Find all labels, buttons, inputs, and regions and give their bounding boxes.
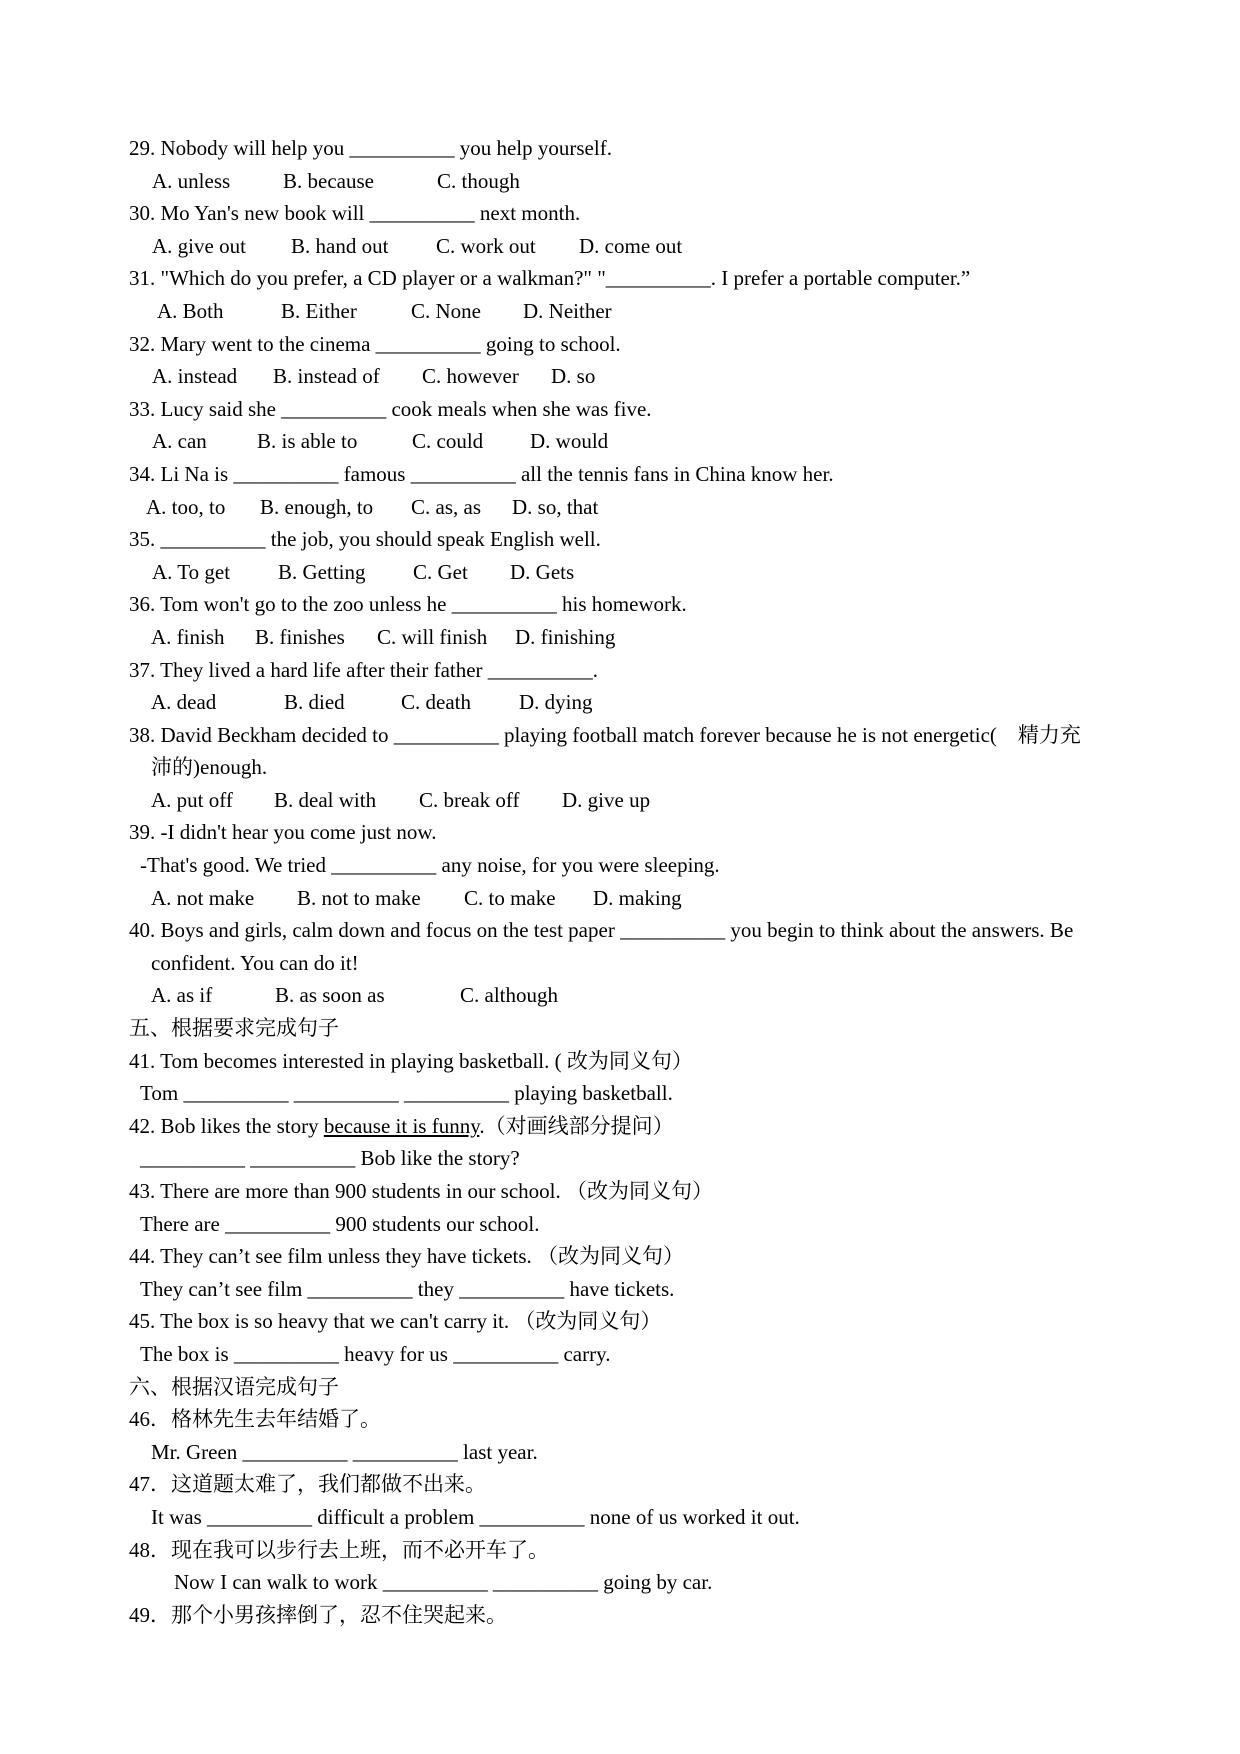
option-b: B. as soon as — [275, 983, 385, 1008]
option-b: B. hand out — [291, 233, 389, 258]
question-34: 34. Li Na is __________ famous __________ all the tennis fans in China know her. — [129, 461, 834, 486]
question-30: 30. Mo Yan's new book will __________ next month. — [129, 201, 581, 226]
question-40-options — [0, 979, 1240, 1012]
question-43: 43. There are more than 900 students in our school. （改为同义句） — [129, 1179, 714, 1203]
option-a: A. can — [152, 429, 207, 454]
option-c: C. Get — [413, 559, 468, 584]
option-d: D. would — [530, 429, 609, 454]
question-33: 33. Lucy said she __________ cook meals when she was five. — [129, 396, 652, 421]
question-42-answer: __________ __________ Bob like the story? — [140, 1146, 520, 1171]
question-36: 36. Tom won't go to the zoo unless he __________ his homework. — [129, 592, 687, 617]
option-a: A. too, to — [146, 494, 226, 519]
option-b: B. deal with — [274, 787, 377, 812]
option-a: A. as if — [151, 983, 213, 1008]
option-b: B. not to make — [297, 885, 421, 910]
option-d: D. making — [593, 885, 682, 910]
option-c: C. could — [412, 429, 484, 454]
question-35: 35. __________ the job, you should speak English well. — [129, 527, 601, 552]
question-31-options — [0, 295, 1240, 328]
option-c: C. None — [411, 298, 481, 323]
option-b: B. Either — [281, 298, 357, 323]
question-49: 49．那个小男孩摔倒了，忍不住哭起来。 — [129, 1602, 507, 1627]
option-c: C. as, as — [411, 494, 481, 519]
option-c: C. will finish — [377, 624, 488, 649]
option-a: A. finish — [151, 624, 225, 649]
question-38-options — [0, 784, 1240, 817]
question-47-answer: It was __________ difficult a problem __________ none of us worked it out. — [151, 1504, 800, 1529]
option-b: B. instead of — [273, 364, 380, 389]
question-37-options — [0, 686, 1240, 719]
option-a: A. give out — [152, 233, 246, 258]
option-c: C. however — [422, 364, 519, 389]
option-b: B. Getting — [278, 559, 366, 584]
section-5-heading: 五、根据要求完成句子 — [129, 1016, 339, 1041]
question-30-options — [0, 230, 1240, 263]
question-48: 48．现在我可以步行去上班，而不必开车了。 — [129, 1537, 549, 1562]
option-b: B. finishes — [255, 624, 345, 649]
question-39: 39. -I didn't hear you come just now. — [129, 820, 437, 845]
option-d: D. come out — [579, 233, 683, 258]
option-b: B. enough, to — [260, 494, 374, 519]
question-44: 44. They can’t see film unless they have tickets. （改为同义句） — [129, 1244, 685, 1269]
question-35-options — [0, 556, 1240, 589]
question-45-answer: The box is __________ heavy for us __________ carry. — [140, 1341, 611, 1366]
question-41-answer: Tom __________ __________ __________ playing basketball. — [140, 1081, 673, 1106]
question-41: 41. Tom becomes interested in playing basketball. ( 改为同义句） — [129, 1048, 693, 1073]
option-d: D. dying — [519, 690, 593, 715]
option-a: A. Both — [157, 298, 224, 323]
option-a: A. instead — [152, 364, 238, 389]
question-42-suffix: .（对画线部分提问） — [479, 1113, 674, 1138]
question-40-continuation: confident. You can do it! — [151, 950, 359, 975]
question-48-answer: Now I can walk to work __________ __________ going by car. — [174, 1570, 713, 1595]
question-29: 29. Nobody will help you __________ you help yourself. — [129, 136, 612, 160]
question-34-options — [0, 491, 1240, 524]
option-c: C. work out — [436, 233, 536, 258]
question-42-prefix: 42. Bob likes the story — [129, 1113, 324, 1138]
option-c: C. break off — [419, 787, 520, 812]
question-36-options — [0, 621, 1240, 654]
option-d: D. Neither — [523, 298, 612, 323]
question-43-answer: There are __________ 900 students our school. — [140, 1211, 540, 1236]
section-6-heading: 六、根据汉语完成句子 — [129, 1374, 339, 1399]
question-46-answer: Mr. Green __________ __________ last year. — [151, 1439, 538, 1464]
option-d: D. so, that — [512, 494, 599, 519]
question-33-options — [0, 425, 1240, 458]
worksheet-page — [0, 132, 1240, 1631]
question-31: 31. "Which do you prefer, a CD player or a walkman?" "__________. I prefer a portable computer.” — [129, 266, 971, 291]
option-d: D. Gets — [510, 559, 575, 584]
option-a: A. dead — [151, 690, 217, 715]
option-d: D. finishing — [515, 624, 616, 649]
option-a: A. To get — [152, 559, 231, 584]
question-32-options — [0, 360, 1240, 393]
option-d: D. so — [551, 364, 596, 389]
question-40: 40. Boys and girls, calm down and focus on the test paper __________ you begin to think about the answers. Be — [129, 918, 1074, 943]
option-a: A. not make — [151, 885, 255, 910]
option-b: B. died — [284, 690, 345, 715]
question-29-options — [0, 165, 1240, 198]
option-c: C. though — [437, 168, 520, 193]
option-a: A. put off — [151, 787, 233, 812]
question-45: 45. The box is so heavy that we can't carry it. （改为同义句） — [129, 1309, 662, 1334]
question-46: 46．格林先生去年结婚了。 — [129, 1407, 381, 1432]
question-44-answer: They can’t see film __________ they __________ have tickets. — [140, 1276, 675, 1301]
question-37: 37. They lived a hard life after their father __________. — [129, 657, 599, 682]
option-c: C. although — [460, 983, 558, 1008]
option-b: B. because — [283, 168, 374, 193]
question-39-reply: -That's good. We tried __________ any noise, for you were sleeping. — [140, 853, 720, 878]
underlined-phrase: because it is funny — [323, 1113, 480, 1138]
question-38: 38. David Beckham decided to __________ playing football match forever because he is not energetic( 精力充 — [129, 722, 1081, 747]
option-d: D. give up — [562, 787, 651, 812]
question-42 — [0, 1110, 1240, 1143]
question-32: 32. Mary went to the cinema __________ going to school. — [129, 331, 621, 356]
option-c: C. death — [401, 690, 471, 715]
question-39-options — [0, 882, 1240, 915]
question-38-continuation: 沛的)enough. — [151, 755, 268, 780]
option-b: B. is able to — [257, 429, 358, 454]
question-47: 47．这道题太难了，我们都做不出来。 — [129, 1472, 486, 1497]
option-c: C. to make — [464, 885, 556, 910]
option-a: A. unless — [152, 168, 231, 193]
